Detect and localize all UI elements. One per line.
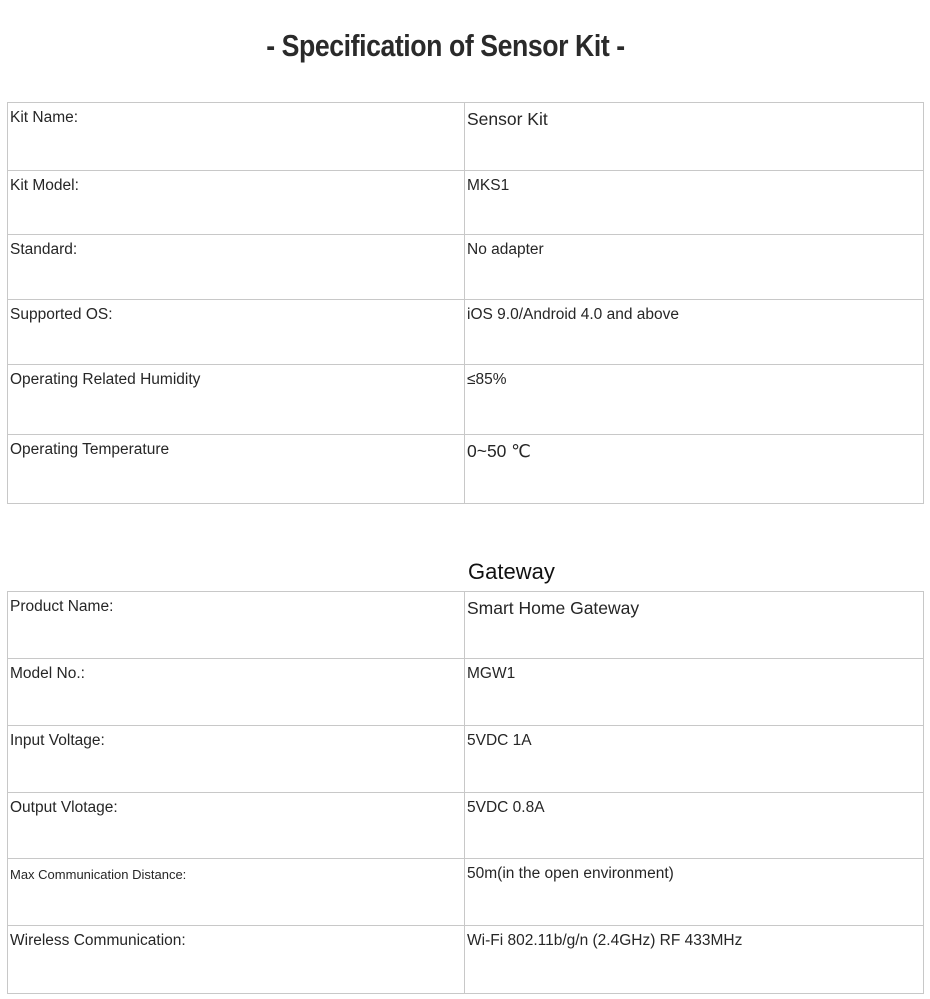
spec-label: Supported OS: [8, 300, 465, 365]
table-row [8, 926, 924, 994]
spec-value: No adapter [465, 235, 924, 300]
spec-value: 5VDC 0.8A [465, 793, 924, 859]
spec-label: Max Communication Distance: [8, 859, 465, 926]
spec-label: Standard: [8, 235, 465, 300]
spec-value: 5VDC 1A [465, 726, 924, 793]
spec-label: Input Voltage: [8, 726, 465, 793]
gateway-spec-table [7, 591, 924, 994]
spec-value: 0~50 ℃ [465, 435, 924, 504]
page-title: - Specification of Sensor Kit - [266, 28, 625, 63]
spec-label: Wireless Communication: [8, 926, 465, 994]
spec-label: Operating Related Humidity [8, 365, 465, 435]
spec-label: Model No.: [8, 659, 465, 726]
spec-value: iOS 9.0/Android 4.0 and above [465, 300, 924, 365]
table-row [8, 103, 924, 171]
table-row [8, 300, 924, 365]
spec-value: Sensor Kit [465, 103, 924, 171]
spec-label: Product Name: [8, 592, 465, 659]
table-row [8, 235, 924, 300]
gateway-heading: Gateway [468, 559, 555, 584]
spec-label: Kit Name: [8, 103, 465, 171]
table-row [8, 592, 924, 659]
table-row [8, 659, 924, 726]
table-row [8, 171, 924, 235]
spec-label: Operating Temperature [8, 435, 465, 504]
table-row [8, 365, 924, 435]
table-row [8, 435, 924, 504]
spec-value: ≤85% [465, 365, 924, 435]
spec-value: 50m(in the open environment) [465, 859, 924, 926]
spec-label: Output Vlotage: [8, 793, 465, 859]
table-row [8, 793, 924, 859]
spec-value: Smart Home Gateway [465, 592, 924, 659]
spec-value: MGW1 [465, 659, 924, 726]
spec-value: MKS1 [465, 171, 924, 235]
sensor-kit-spec-table [7, 102, 924, 504]
spec-label: Kit Model: [8, 171, 465, 235]
table-row [8, 859, 924, 926]
table-row [8, 726, 924, 793]
spec-value: Wi-Fi 802.11b/g/n (2.4GHz) RF 433MHz [465, 926, 924, 994]
